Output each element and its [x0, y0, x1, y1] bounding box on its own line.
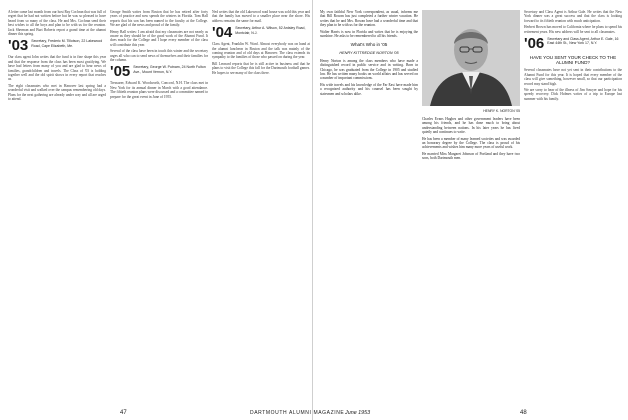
- class-year: '05: [110, 63, 131, 81]
- paragraph: Bill Leonard reports that he is still active in business and that he plans to visit the College this fall for the Dartmouth football games. He hopes to see many of the class there.: [212, 61, 310, 75]
- page-number-left: 47: [120, 410, 127, 416]
- paragraph: Our class agent John writes that the fund is in fine shape this year and that the response from the class has been most gratifying. We have had letters from many of you and are glad to hear news of families, grandchildren and travels. The Class of '03 is holding together well and the old spirit shows in every report that reaches us.: [8, 55, 106, 82]
- right-column-1: [320, 10, 418, 98]
- paragraph: His wide travels and his knowledge of the Far East have made him a recognized authority and his counsel has been sought by statesmen and scholars alike.: [320, 82, 418, 96]
- class-secretary: Secretary and Class Agent, Arthur E. Gale, 16 East 44th St., New York 17, N.Y.: [547, 37, 619, 46]
- magazine-title: DARTMOUTH ALUMNI MAGAZINE: [250, 410, 345, 416]
- class-year: '03: [8, 37, 29, 55]
- paragraph: Charles Evans Hughes and other government leaders have been among his friends, and he has done much to bring about understanding between nations. In his later years he has lived quietly and continues to write.: [422, 117, 520, 135]
- paragraph: Henry Ball writes: I am afraid that my classmates are not nearly as aware as they should be of the good work of the Alumni Fund. It does much for the College and I hope every member of the class will contribute this year.: [110, 29, 208, 47]
- class-heading-03: [8, 39, 106, 53]
- class-secretary: Secretary, Arthur A. Wilson, 52 Ardsley Road, Montclair, N.J.: [235, 26, 306, 35]
- class-heading-04: [212, 26, 310, 40]
- left-column-1: [8, 10, 106, 104]
- class-heading-06: [524, 37, 622, 51]
- portrait-illustration: [422, 10, 520, 106]
- section-heading: What's Who in '05: [350, 42, 388, 48]
- paragraph: Henry Norton is among the class members who have made a distinguished record in public service and in writing. Born in Chicago, he was graduated from the College in 1905 and studied law. He has written many books on world affairs and has served on a number of important commissions.: [320, 58, 418, 81]
- right-page: [316, 0, 628, 420]
- paragraph: He married Miss Margaret Johnson of Portland and they have two sons, both Dartmouth men.: [422, 151, 520, 161]
- paragraph: Ned writes that the old Lakewood road house was sold this year and that the family has moved to a smaller place near the shore. His address remains the same for mail.: [212, 10, 310, 23]
- paragraph: A letter came last month from our host Ray Cochran that was full of regret that he had not written before but he was so pleased to have heard from so many of the class. He and Mrs. Cochran send their best wishes to all the boys and plan to be with us for the reunion. Jack Sherman and Burt Roberts report a grand time at the alumni dinner this spring.: [8, 10, 106, 37]
- right-column-3: [524, 10, 622, 103]
- photo-caption: HENRY K. NORTON '05: [483, 109, 520, 113]
- paragraph: Several classmates have not yet sent in their contributions to the Alumni Fund for this year. It is hoped that every member of the class will give something, however small, so that our participation record may stand high.: [524, 68, 622, 86]
- left-column-2: [110, 10, 208, 101]
- paragraph: We are sorry to hear of the illness of Jim Sawyer and hope for his speedy recovery. Dick Holmes writes of a trip to Europe last summer with his family.: [524, 88, 622, 101]
- paragraph: My own faithful New York correspondent, as usual, informs me that Bill Rowan has just completed a further winter vacation. He writes that he and Mrs. Rowan have had a wonderful time and that they plan to be with us for the reunion.: [320, 10, 418, 28]
- class-year: '06: [524, 35, 545, 53]
- class-secretary: Secretary, Frederic M. Tillotson, 22 Lakewood Road, Cape Elizabeth, Me.: [31, 39, 103, 48]
- paragraph: Herbert Brown has moved to California where he plans to spend his retirement years. His new address will be sent to all classmates.: [524, 25, 622, 34]
- paragraph: George Smith writes from Boston that he has retired after forty years of practice and now spends the winters in Florida. Tom Hall reports that his son has been named to the faculty at the College. We are glad of the news and proud of the family.: [110, 10, 208, 28]
- paragraph: Several of the class have been in touch this winter and the secretary urges all who can to send news of themselves and their families for the column.: [110, 49, 208, 63]
- page-number-right: 48: [520, 410, 527, 416]
- right-column-2: [422, 10, 520, 163]
- class-year: '04: [212, 24, 233, 42]
- paragraph: Treasurer, Edward K. Woodworth, Concord, N.H. The class met in New York for its annual dinner in March with a good attendance. The fiftieth reunion plans were discussed and a committee named to prepare for the great event in June of 1955.: [110, 81, 208, 99]
- issue-date: June 1953: [345, 410, 371, 416]
- paragraph: Class Agent, Franklin W. Ward. Almost everybody was on hand at the alumni luncheon in Boston and the talk was mainly of the coming reunion and of old days at Hanover. The class extends its sympathy to the families of those who passed on during the year.: [212, 42, 310, 60]
- class-heading-05: [110, 65, 208, 79]
- portrait-photo: [422, 10, 520, 106]
- left-column-3: [212, 10, 310, 77]
- paragraph: He has been a member of many learned societies and was awarded an honorary degree by the College. The class is proud of his achievements and wishes him many more years of useful work.: [422, 136, 520, 150]
- page-footer: [0, 406, 628, 416]
- left-page: [0, 0, 313, 420]
- paragraph: Walter Harris is now in Florida and writes that he is enjoying the sunshine. He asks to be remembered to all his friends.: [320, 29, 418, 39]
- fund-heading: HAVE YOU SENT YOUR CHECK TO THE ALUMNI FUND?: [529, 55, 617, 66]
- class-secretary: Secretary, George W. Putnam, 24 North Fulton Ave., Mount Vernon, N.Y.: [133, 65, 206, 74]
- paragraph: Secretary and Class Agent is Arthur Gale. He writes that the New York dinner was a great success and that the class is looking forward to its fiftieth reunion with much anticipation.: [524, 10, 622, 23]
- paragraph: The eight classmates who met in Hanover last spring had a wonderful visit and walked over the campus remembering old days. Plans for the next gathering are already under way and all are urged to attend.: [8, 83, 106, 102]
- section-subheading: HENRY KITTREDGE NORTON '05: [339, 50, 399, 55]
